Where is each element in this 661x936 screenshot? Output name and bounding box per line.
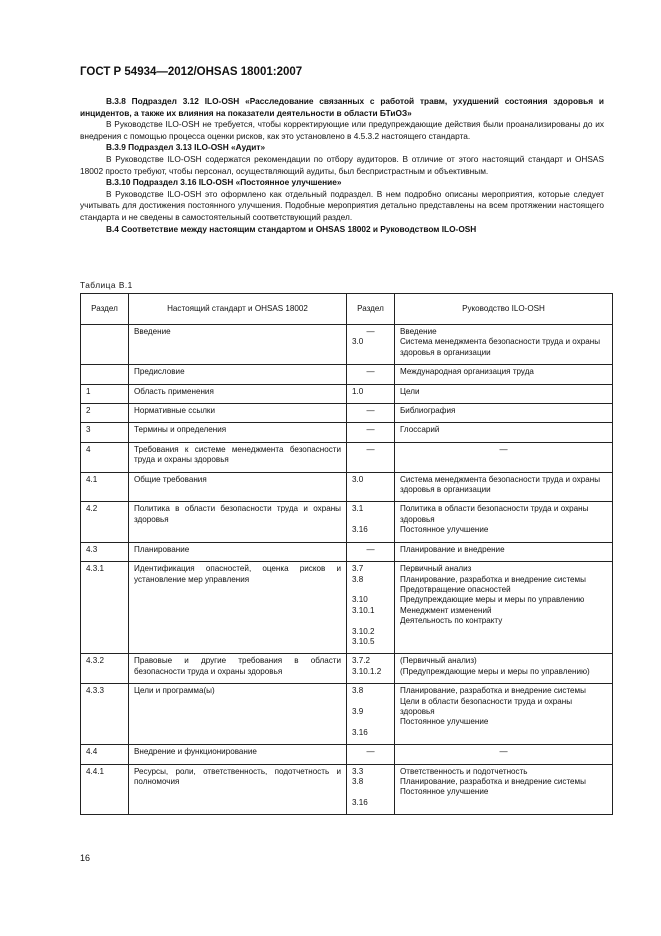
ilo-section-number: 3.10.1 <box>352 605 375 615</box>
document-header: ГОСТ Р 54934—2012/OHSAS 18001:2007 <box>80 66 303 78</box>
ilo-osh-entry: Постоянное улучшение <box>400 717 489 727</box>
ilo-section-number: 3.8 <box>352 686 364 696</box>
ilo-section-number: — <box>366 747 375 757</box>
paragraph-b4-heading: В.4 Соответствие между настоящим стандартом и OHSAS 18002 и Руководством ILO-OSH <box>106 223 477 234</box>
ilo-osh-entry: Постоянное улучшение <box>400 787 489 797</box>
header-ilo-section: Раздел <box>347 294 395 325</box>
cell-standard: Предисловие <box>129 365 347 384</box>
cell-ilo-section <box>347 365 395 384</box>
ilo-osh-entry: Глоссарий <box>400 425 440 435</box>
table-row <box>81 502 613 542</box>
ilo-section-number: 3.8 <box>352 777 364 786</box>
cell-standard: Идентификация опасностей, оценка рисков и установление мер управления <box>129 562 347 654</box>
table-row <box>81 325 613 365</box>
cell-standard: Термины и определения <box>129 423 347 442</box>
ilo-osh-entry: Цели в области безопасности труда и охраны здоровья <box>400 696 573 716</box>
cell-section: 4.3.1 <box>81 562 129 654</box>
cell-ilo-section <box>347 764 395 815</box>
cell-section: 4.3 <box>81 542 129 561</box>
cell-ilo-osh <box>395 442 613 472</box>
cell-section: 1 <box>81 384 129 403</box>
table-row <box>81 442 613 472</box>
page-number: 16 <box>80 853 91 863</box>
ilo-section-number: 3.10 <box>352 595 368 605</box>
cell-section: 4.3.3 <box>81 684 129 745</box>
ilo-osh-entry: Деятельность по контракту <box>400 616 503 626</box>
cell-ilo-osh <box>395 423 613 442</box>
cell-section <box>81 325 129 365</box>
cell-section: 2 <box>81 404 129 423</box>
ilo-osh-entry: Политика в области безопасности труда и охраны здоровья <box>400 504 589 524</box>
paragraph-b310-heading: В.3.10 Подраздел 3.16 ILO-OSH «Постоянное улучшение» <box>106 177 342 188</box>
paragraph-b38-heading: В.3.8 Подраздел 3.12 ILO-OSH «Расследование связанных с работой травм, ухудшений состояния здоровья и инцидентов, а также их влияния на показатели деятельности в области БТиОЗ» <box>80 96 604 118</box>
cell-standard: Требования к системе менеджмента безопасности труда и охраны здоровья <box>129 442 347 472</box>
cell-section: 4.3.2 <box>81 654 129 684</box>
ilo-section-number <box>352 515 389 525</box>
cell-ilo-section <box>347 404 395 423</box>
cell-section: 4.2 <box>81 502 129 542</box>
ilo-osh-entry: Ответственность и подотчетность <box>400 766 528 776</box>
cell-standard: Политика в области безопасности труда и охраны здоровья <box>129 502 347 542</box>
cell-standard: Цели и программа(ы) <box>129 684 347 745</box>
ilo-osh-entry: Предотвращение опасностей <box>400 584 511 594</box>
cell-ilo-section <box>347 325 395 365</box>
paragraph-b39-body: В Руководстве ILO-OSH содержатся рекомендации по отбору аудиторов. В отличие от этого настоящий стандарт и OHSAS 18002 просто требуют, чтобы персонал, осуществляющий аудиты, был беспристрастным и объективным. <box>80 153 604 176</box>
cell-standard: Введение <box>129 325 347 365</box>
correspondence-table <box>80 293 613 815</box>
cell-ilo-section <box>347 562 395 654</box>
cell-ilo-section <box>347 423 395 442</box>
cell-ilo-osh <box>395 745 613 764</box>
ilo-osh-entry: Планирование и внедрение <box>400 544 505 554</box>
table-row <box>81 684 613 745</box>
ilo-osh-entry: — <box>499 444 508 454</box>
body-text <box>80 96 604 235</box>
cell-standard: Общие требования <box>129 472 347 502</box>
header-section: Раздел <box>81 294 129 325</box>
ilo-osh-entry: (Первичный анализ) <box>400 656 477 666</box>
ilo-osh-entry: — <box>499 747 508 757</box>
cell-standard: Ресурсы, роли, ответственность, подотчетность и полномочия <box>129 764 347 815</box>
cell-ilo-osh <box>395 684 613 745</box>
cell-ilo-osh <box>395 472 613 502</box>
cell-ilo-osh <box>395 654 613 684</box>
ilo-osh-entry: Планирование, разработка и внедрение системы <box>400 574 586 584</box>
cell-standard: Правовые и другие требования в области безопасности труда и охраны здоровья <box>129 654 347 684</box>
cell-section <box>81 365 129 384</box>
cell-ilo-osh <box>395 764 613 815</box>
ilo-section-number: 3.9 <box>352 706 364 716</box>
ilo-section-number: 3.1 <box>352 504 364 514</box>
table-row <box>81 542 613 561</box>
cell-standard: Внедрение и функционирование <box>129 745 347 764</box>
ilo-section-number: 1.0 <box>352 386 364 396</box>
ilo-osh-entry: Библиография <box>400 406 456 416</box>
ilo-osh-entry: Введение <box>400 327 437 336</box>
ilo-section-number: — <box>366 425 375 435</box>
table-body <box>81 325 613 815</box>
ilo-section-number: — <box>366 544 375 554</box>
cell-section: 4 <box>81 442 129 472</box>
ilo-section-number <box>352 697 389 707</box>
header-standard: Настоящий стандарт и OHSAS 18002 <box>129 294 347 325</box>
ilo-section-number <box>352 616 389 626</box>
ilo-section-number <box>352 787 389 797</box>
ilo-osh-entry: Первичный анализ <box>400 564 472 574</box>
ilo-section-number: — <box>366 406 375 416</box>
ilo-section-number: 3.0 <box>352 337 364 347</box>
ilo-section-number: 3.3 <box>352 766 364 776</box>
table-row <box>81 562 613 654</box>
table-row <box>81 745 613 764</box>
table-row <box>81 365 613 384</box>
cell-standard: Область применения <box>129 384 347 403</box>
cell-ilo-section <box>347 542 395 561</box>
ilo-section-number: 3.0 <box>352 474 364 484</box>
ilo-section-number: 3.16 <box>352 797 368 807</box>
table-row <box>81 423 613 442</box>
ilo-section-number: 3.7.2 <box>352 656 371 666</box>
cell-ilo-osh <box>395 562 613 654</box>
cell-ilo-osh <box>395 384 613 403</box>
paragraph-b310-body: В Руководстве ILO-OSH это оформлено как отдельный подраздел. В нем подробно описаны мероприятия, которые следует учитывать для достижения постоянного улучшения. Подобные мероприятия детально представлены на всем протяжении настоящего стандарта и не сведены в самостоятельный соответствующий раздел. <box>80 188 604 222</box>
ilo-section-number: 3.8 <box>352 574 364 584</box>
cell-ilo-section <box>347 442 395 472</box>
ilo-section-number <box>352 585 389 595</box>
ilo-section-number: 3.16 <box>352 727 368 737</box>
ilo-section-number: 3.10.1.2 <box>352 666 382 676</box>
ilo-section-number: 3.10.2 <box>352 626 375 636</box>
cell-standard: Нормативные ссылки <box>129 404 347 423</box>
paragraph-b38-body: В Руководстве ILO-OSH не требуется, чтобы корректирующие или предупреждающие действия были проанализированы до их внедрения с помощью процесса оценки рисков, как это установлено в 4.5.3.2 настоящего стандарта. <box>80 119 604 141</box>
table-row <box>81 384 613 403</box>
ilo-osh-entry: Международная организация труда <box>400 367 534 377</box>
ilo-osh-entry: Планирование, разработка и внедрение системы <box>400 686 586 696</box>
table-row <box>81 472 613 502</box>
cell-ilo-section <box>347 472 395 502</box>
table-row <box>81 764 613 815</box>
table-header-row <box>81 294 613 325</box>
ilo-osh-entry: Постоянное улучшение <box>400 525 489 535</box>
ilo-section-number: 3.7 <box>352 564 364 574</box>
cell-ilo-section <box>347 745 395 764</box>
ilo-section-number: — <box>366 444 375 454</box>
paragraph-b39-heading: В.3.9 Подраздел 3.13 ILO-OSH «Аудит» <box>106 142 266 153</box>
cell-ilo-osh <box>395 542 613 561</box>
cell-standard: Планирование <box>129 542 347 561</box>
cell-ilo-section <box>347 684 395 745</box>
ilo-osh-entry: Предупреждающие меры и меры по управлению <box>400 595 585 605</box>
ilo-section-number: 3.10.5 <box>352 636 375 646</box>
table-row <box>81 404 613 423</box>
cell-ilo-osh <box>395 325 613 365</box>
ilo-section-number <box>352 717 389 727</box>
ilo-section-number: — <box>366 327 375 336</box>
ilo-section-number: 3.16 <box>352 525 368 535</box>
ilo-osh-entry: (Предупреждающие меры и меры по управлению) <box>400 666 590 676</box>
cell-section: 3 <box>81 423 129 442</box>
cell-ilo-section <box>347 654 395 684</box>
cell-ilo-section <box>347 384 395 403</box>
header-ilo-osh: Руководство ILO-OSH <box>395 294 613 325</box>
ilo-osh-entry: Планирование, разработка и внедрение системы <box>400 777 586 786</box>
ilo-osh-entry: Система менеджмента безопасности труда и охраны здоровья в организации <box>400 474 601 495</box>
cell-section: 4.4 <box>81 745 129 764</box>
cell-ilo-osh <box>395 365 613 384</box>
ilo-osh-entry: Менеджмент изменений <box>400 605 492 615</box>
ilo-osh-entry: Система менеджмента безопасности труда и охраны здоровья в организации <box>400 337 601 357</box>
cell-ilo-section <box>347 502 395 542</box>
cell-section: 4.4.1 <box>81 764 129 815</box>
table-row <box>81 654 613 684</box>
ilo-osh-entry: Цели <box>400 386 420 396</box>
cell-section: 4.1 <box>81 472 129 502</box>
cell-ilo-osh <box>395 502 613 542</box>
ilo-section-number: — <box>366 367 375 377</box>
cell-ilo-osh <box>395 404 613 423</box>
table-caption: Таблица В.1 <box>80 280 133 290</box>
